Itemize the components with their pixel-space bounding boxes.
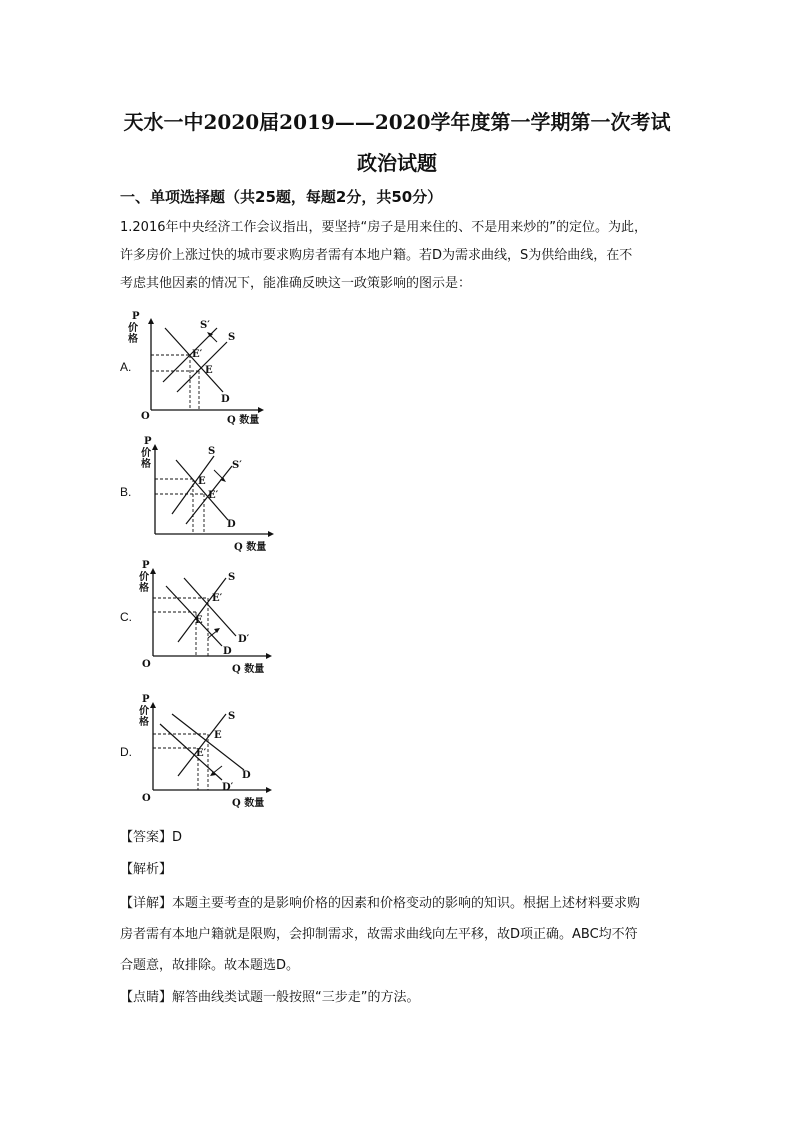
demand-curve-new: [184, 578, 236, 636]
curve-label-s: S: [208, 446, 216, 457]
curve-label-d: D: [242, 770, 251, 781]
q-axis-label: Q 数量: [232, 798, 265, 809]
eq-label-old: E: [198, 476, 206, 487]
eq-label-new: E′: [208, 490, 219, 501]
q-axis-label: Q 数量: [232, 664, 265, 675]
p-axis-label: P: [144, 436, 152, 447]
exam-title: 天水一中2020届2019——2020学年度第一学期第一次考试: [123, 110, 671, 134]
supply-curve: [178, 714, 226, 776]
price-label-1: 价: [139, 706, 149, 717]
option-c-graph: [138, 560, 273, 678]
price-label-2: 格: [141, 459, 151, 470]
curve-label-s: S: [228, 711, 236, 722]
origin-label: O: [142, 793, 151, 804]
answer-label: 【答案】: [120, 830, 173, 845]
p-axis-label: P: [132, 311, 140, 322]
curve-label-s: S: [228, 332, 236, 343]
p-axis-label: P: [142, 560, 150, 571]
y-axis-arrow: [152, 444, 158, 450]
eq-label-new: E′: [212, 593, 223, 604]
tip-line: [120, 984, 680, 1012]
option-a-graph: [128, 310, 265, 426]
demand-curve: [176, 460, 228, 520]
answer-value: D: [172, 830, 183, 845]
curve-label-s: S: [228, 572, 236, 583]
analysis-line: [120, 856, 680, 884]
eq-label-old: E: [214, 730, 222, 741]
origin-label: O: [142, 659, 151, 670]
detail-text-1: 本题主要考查的是影响价格的因素和价格变动的影响的知识。根据上述材料要求购: [172, 896, 641, 911]
price-label-2: 格: [128, 334, 138, 345]
x-axis-arrow: [258, 407, 264, 413]
exam-subtitle: 政治试题: [357, 151, 437, 175]
option-d-label: D.: [120, 745, 132, 759]
supply-curve: [178, 578, 226, 642]
curve-label-d-prime: D′: [238, 634, 250, 645]
price-label-1: 价: [141, 448, 151, 459]
y-axis-arrow: [150, 702, 156, 708]
origin-label: O: [141, 411, 150, 422]
curve-label-d: D: [223, 646, 232, 657]
x-axis-arrow: [266, 787, 272, 793]
answer-line: [120, 824, 680, 852]
price-label-2: 格: [139, 583, 149, 594]
section-heading: 一、单项选择题（共25题，每题2分，共50分）: [120, 188, 443, 206]
detail-line-1: [120, 888, 680, 919]
curve-label-d-prime: D′: [222, 782, 234, 793]
price-label-2: 格: [139, 717, 149, 728]
tip-text: 解答曲线类试题一般按照“三步走”的方法。: [172, 990, 420, 1005]
analysis-label: 【解析】: [120, 862, 173, 877]
x-axis-arrow: [266, 653, 272, 659]
price-label-1: 价: [128, 323, 138, 334]
option-d-graph: [138, 694, 273, 812]
q-axis-label: Q 数量: [234, 542, 267, 553]
detail-line-2: 房者需有本地户籍就是限购，会抑制需求，故需求曲线向左平移，故D项正确。ABC均不符: [120, 927, 638, 942]
eq-label-old: E: [195, 615, 203, 626]
question-line-2: 许多房价上涨过快的城市要求购房者需有本地户籍。若D为需求曲线，S为供给曲线，在不: [120, 248, 633, 263]
x-axis-arrow: [268, 531, 274, 537]
eq-label-new: E′: [192, 349, 203, 360]
curve-label-s-prime: S′: [200, 320, 210, 331]
eq-label-new: E′: [196, 748, 207, 759]
price-label-1: 价: [139, 572, 149, 583]
y-axis-arrow: [148, 318, 154, 324]
question-line-1: 1.2016年中央经济工作会议指出，要坚持“房子是用来住的、不是用来炒的”的定位。为此，: [120, 220, 647, 235]
tip-label: 【点睛】: [120, 990, 173, 1005]
question-stem: [120, 214, 680, 298]
detail-paragraph: [120, 888, 680, 981]
option-c-label: C.: [120, 610, 132, 624]
q-axis-label: Q 数量: [227, 415, 260, 426]
option-b-label: B.: [120, 485, 132, 499]
curve-label-d: D: [221, 394, 230, 405]
y-axis-arrow: [150, 568, 156, 574]
curve-label-d: D: [227, 519, 236, 530]
p-axis-label: P: [142, 694, 150, 705]
option-b-graph: [140, 436, 275, 556]
detail-line-3: 合题意，故排除。故本题选D。: [120, 958, 300, 973]
option-a-label: A.: [120, 360, 132, 374]
question-line-3: 考虑其他因素的情况下，能准确反映这一政策影响的图示是：: [120, 276, 472, 291]
eq-label-old: E: [205, 365, 213, 376]
shift-arrowhead: [220, 477, 226, 482]
demand-curve: [165, 328, 223, 392]
curve-label-s-prime: S′: [232, 460, 242, 471]
detail-label: 【详解】: [120, 896, 173, 911]
